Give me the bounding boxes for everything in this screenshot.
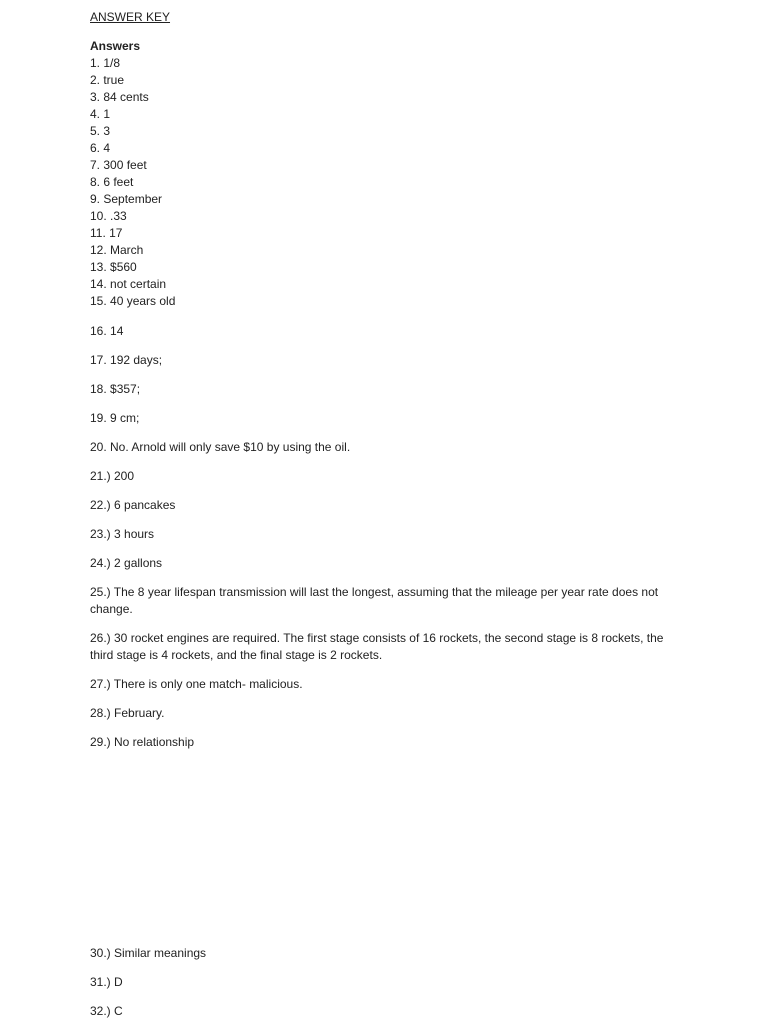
answer-item: 11. 17: [90, 226, 123, 240]
answer-paragraph: 20. No. Arnold will only save $10 by using the oil.: [90, 440, 351, 454]
answer-item: 2. true: [90, 73, 125, 87]
answer-paragraph: 28.) February.: [90, 706, 165, 720]
answer-item: 15. 40 years old: [90, 294, 176, 308]
answer-item: 12. March: [90, 243, 144, 257]
answer-item: 1. 1/8: [90, 56, 121, 70]
answer-item: 14. not certain: [90, 277, 167, 291]
answer-item: 3. 84 cents: [90, 90, 149, 104]
answer-paragraph: 21.) 200: [90, 469, 135, 483]
page-heading: ANSWER KEY: [90, 10, 171, 24]
answer-paragraph: 22.) 6 pancakes: [90, 498, 176, 512]
answer-paragraph: 32.) C: [90, 1004, 123, 1018]
answer-paragraph: 29.) No relationship: [90, 735, 195, 749]
answer-paragraph: 17. 192 days;: [90, 353, 163, 367]
answer-paragraph: 25.) The 8 year lifespan transmission will last the longest, assuming that the mileage per year rate does not change.: [90, 585, 659, 616]
answer-item: 4. 1: [90, 107, 111, 121]
answer-item: 9. September: [90, 192, 163, 206]
answer-paragraph: 24.) 2 gallons: [90, 556, 163, 570]
answer-paragraph: 23.) 3 hours: [90, 527, 155, 541]
answer-paragraph: 19. 9 cm;: [90, 411, 140, 425]
answer-paragraph: 30.) Similar meanings: [90, 946, 207, 960]
answer-paragraph: 16. 14: [90, 324, 124, 338]
answer-item: 7. 300 feet: [90, 158, 147, 172]
answer-paragraph: 27.) There is only one match- malicious.: [90, 677, 303, 691]
answers-title: Answers: [90, 39, 141, 53]
answer-item: 5. 3: [90, 124, 111, 138]
answer-paragraph: 31.) D: [90, 975, 123, 989]
answer-item: 8. 6 feet: [90, 175, 134, 189]
answer-list-short: [90, 56, 175, 311]
answer-paragraph: 18. $357;: [90, 382, 141, 396]
answer-item: 6. 4: [90, 141, 111, 155]
answer-paragraph: 26.) 30 rocket engines are required. The first stage consists of 16 rockets, the second stage is 8 rockets, the third stage is 4 rockets, and the final stage is 2 rockets.: [90, 631, 664, 662]
answer-item: 10. .33: [90, 209, 127, 223]
answer-item: 13. $560: [90, 260, 137, 274]
